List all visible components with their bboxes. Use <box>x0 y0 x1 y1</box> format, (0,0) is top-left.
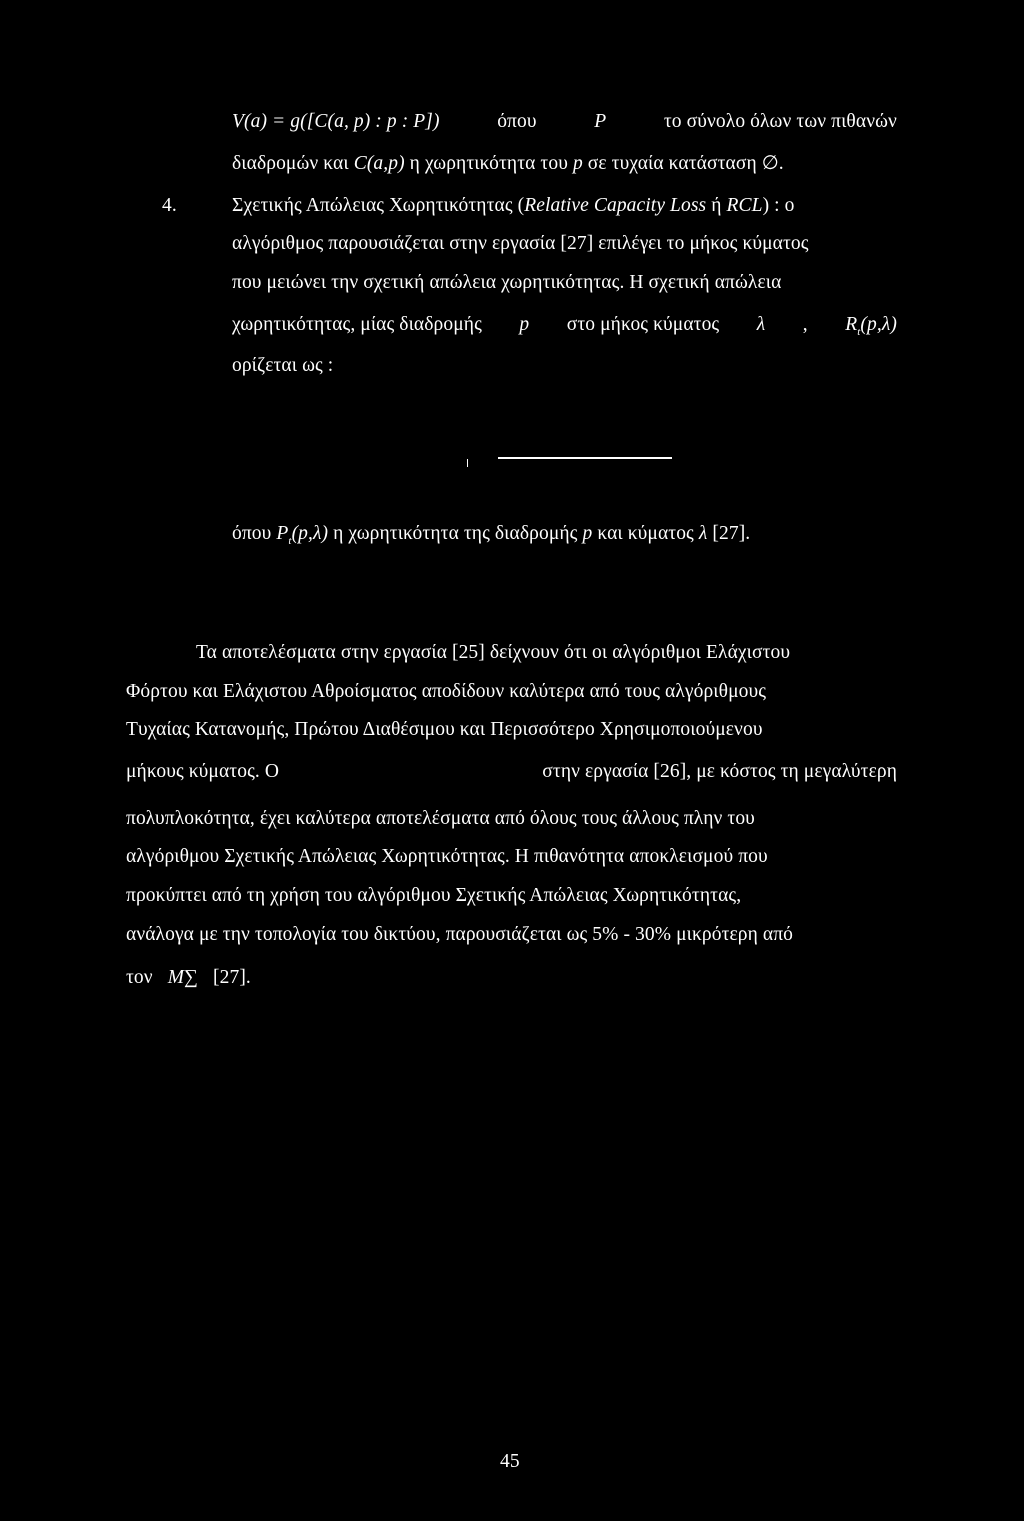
text-opou: όπου <box>497 111 537 132</box>
para2-line5: πολυπλοκότητα, έχει καλύτερα αποτελέσματα από όλους τους άλλους πλην του <box>126 808 755 829</box>
para2-line4: μήκους κύματος. Ο στην εργασία [26], με κόστος τη μεγαλύτερη <box>126 761 897 782</box>
item4-line2: αλγόριθμος παρουσιάζεται στην εργασία [27] επιλέγει το μήκος κύματος <box>232 233 809 254</box>
formula-v-a: V(a) = g([C(a, p) : p : P]) <box>232 111 440 132</box>
formula-fraction-bar <box>498 457 672 459</box>
para1-line1 <box>232 110 897 134</box>
item4-line3: που μειώνει την σχετική απώλεια χωρητικότητας. Η σχετική απώλεια <box>232 272 782 293</box>
symbol-P: P <box>594 111 607 132</box>
item4-number: 4. <box>162 195 177 216</box>
para2-line2: Φόρτου και Ελάχιστου Αθροίσματος αποδίδουν καλύτερα από τους αλγόριθμους <box>126 681 767 702</box>
rcl-term: Relative Capacity Loss <box>524 195 707 216</box>
para2-line8: ανάλογα με την τοπολογία του δικτύου, παρουσιάζεται ως 5% - 30% μικρότερη από <box>126 924 794 945</box>
formula-tick-mark <box>467 459 468 467</box>
para1-line2: διαδρομών και C(a,p) η χωρητικότητα του p σε τυχαία κατάσταση ∅. <box>232 153 784 174</box>
page-number: 45 <box>500 1451 520 1472</box>
relative-loss-symbol: $R_t(p,\lambda)$ <box>845 314 897 338</box>
para2-line1: Τα αποτελέσματα στην εργασία [25] δείχνουν ότι οι αλγόριθμοι Ελάχιστου <box>196 642 791 663</box>
item4-where-line: όπου $P_t(p,\lambda)$ η χωρητικότητα της διαδρομής p και κύματος λ [27]. <box>232 523 751 547</box>
text-rest: το σύνολο όλων των πιθανών <box>663 111 897 132</box>
para2-line3: Τυχαίας Κατανομής, Πρώτου Διαθέσιμου και Περισσότερο Χρησιμοποιούμενου <box>126 719 763 740</box>
item4-line1: Σχετικής Απώλειας Χωρητικότητας (Relative Capacity Loss ή RCL) : ο <box>232 195 795 216</box>
sigma-symbol: ∑ <box>184 967 199 988</box>
capacity-symbol: C(a,p) <box>353 153 405 174</box>
item4-line4: χωρητικότητας, μίας διαδρομής p στο μήκος κύματος λ , $R_t(p,\lambda)$ <box>232 313 897 344</box>
para2-line6: αλγόριθμου Σχετικής Απώλειας Χωρητικότητας. Η πιθανότητα αποκλεισμού που <box>126 846 768 867</box>
para2-line9: τον M∑ [27]. <box>126 967 251 988</box>
item4-line5: ορίζεται ως : <box>232 355 334 376</box>
para2-line7: προκύπτει από τη χρήση του αλγόριθμου Σχετικής Απώλειας Χωρητικότητας, <box>126 885 742 906</box>
